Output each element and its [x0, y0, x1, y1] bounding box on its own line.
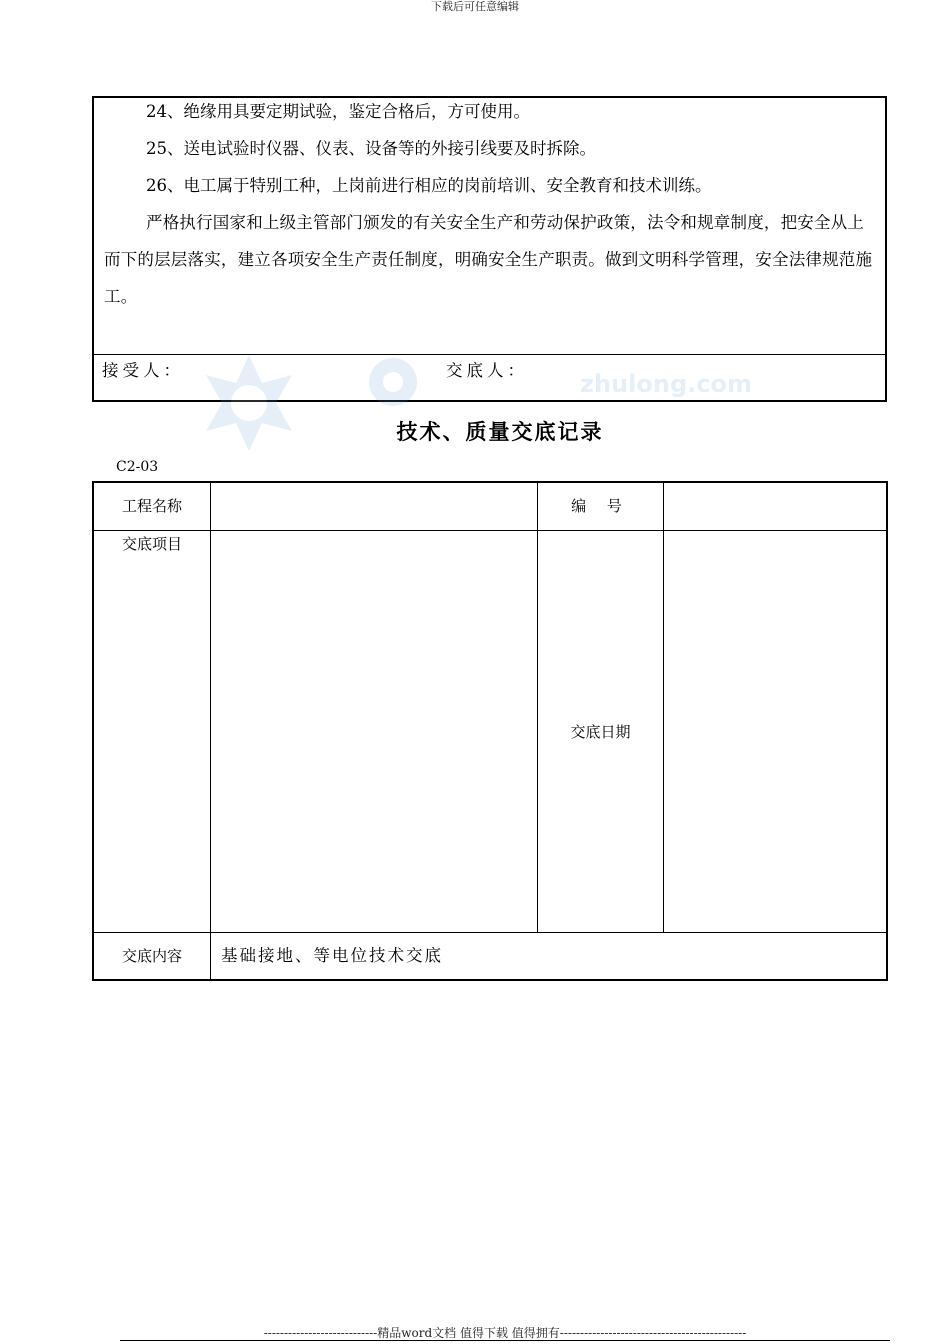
item-label: 交底项目	[121, 535, 182, 553]
content-label: 交底内容	[121, 947, 182, 965]
record-title: 技术、质量交底记录	[396, 420, 604, 444]
number-label: 编 号	[571, 497, 630, 515]
content-value: 基础接地、等电位技术交底	[221, 946, 443, 965]
receiver-label: 接受人：	[102, 361, 184, 380]
header-note: 下载后可任意编辑	[431, 0, 519, 13]
number-field[interactable]	[664, 483, 886, 530]
form-code: C2-03	[116, 459, 159, 475]
safety-notes-box	[92, 96, 887, 402]
note-item-25: 25、送电试验时仪器、仪表、设备等的外接引线要及时拆除。	[146, 139, 596, 158]
row-divider-2	[94, 932, 886, 933]
date-field[interactable]	[664, 531, 886, 932]
note-item-26: 26、电工属于特别工种，上岗前进行相应的岗前培训、安全教育和技术训练。	[146, 176, 712, 195]
project-name-label: 工程名称	[121, 497, 182, 515]
item-field[interactable]	[211, 531, 537, 932]
date-label: 交底日期	[570, 723, 631, 741]
safety-notes-text	[98, 93, 881, 315]
footer-note: ----------------------------精品word文档 值得下载 值得拥有----------------------------------------------	[263, 1326, 747, 1340]
footer-rule	[120, 1340, 890, 1341]
project-name-field[interactable]	[211, 483, 537, 530]
disclosure-record-table	[92, 481, 888, 981]
discloser-label: 交底人：	[446, 361, 528, 380]
watermark-text: zhulong.com	[580, 370, 752, 398]
col-divider-2	[537, 483, 538, 932]
summary-paragraph: 严格执行国家和上级主管部门颁发的有关安全生产和劳动保护政策，法令和规章制度，把安全从上而下的层层落实，建立各项安全生产责任制度，明确安全生产职责。做到文明科学管理，安全法律规范施工。	[104, 213, 873, 306]
signature-row	[94, 354, 885, 403]
note-item-24: 24、绝缘用具要定期试验，鉴定合格后，方可使用。	[146, 102, 530, 121]
